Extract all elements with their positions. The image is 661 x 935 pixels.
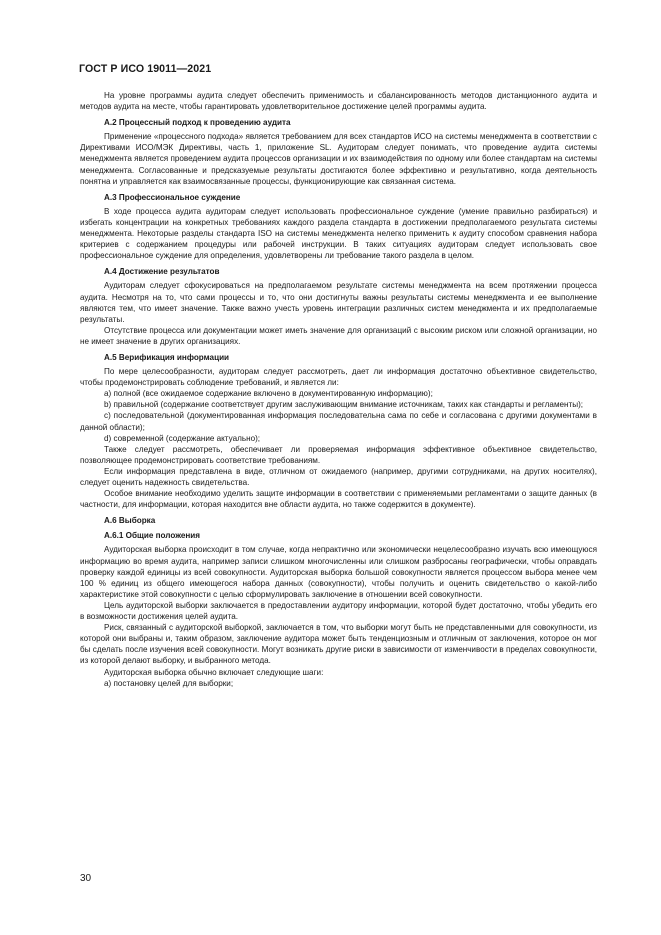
section-heading-a5: А.5 Верификация информации xyxy=(104,352,230,362)
list-item: b) правильной (содержание соответствует другим заслуживающим внимание источникам, таких как стандарты и регламенты); xyxy=(104,400,584,410)
paragraph: Отсутствие процесса или документации может иметь значение для организаций с высоким риском или сложной организации, но не имеет значение в других организациях. xyxy=(80,325,597,346)
section-heading-a2: А.2 Процессный подход к проведению аудита xyxy=(104,118,291,128)
page-number: 30 xyxy=(80,873,92,884)
paragraph: Риск, связанный с аудиторской выборкой, заключается в том, что выборки могут быть не представленными для совокупности, из которой они выбраны и, таким образом, заключение аудитора может быть тенденциозным и отличным от заключения, которое он мог бы сделать после изучения всей совокупности. Могут возникать другие риски в зависимости от изменчивости в пределах совокупности, из которой делают выборку, и выбранного метода. xyxy=(80,623,597,666)
paragraph: Если информация представлена в виде, отличном от ожидаемого (например, другими сотрудниками, на других носителях), следует оценить надежность свидетельства. xyxy=(80,466,597,487)
paragraph: Также следует рассмотреть, обеспечивает ли проверяемая информация эффективное объективное свидетельство, позволяющее продемонстрировать соответствие требованиям. xyxy=(80,444,597,465)
paragraph: Аудиторам следует сфокусироваться на предполагаемом результате системы менеджмента на всем протяжении процесса аудита. Несмотря на то, что сами процессы и то, что они достигнуты важны результаты системы менеджмента и ее выполнение являются тем, что имеет значение. Также важно учесть уровень интеграции различных систем менеджмента и их предполагаемые результаты. xyxy=(80,281,597,324)
paragraph: В ходе процесса аудита аудиторам следует использовать профессиональное суждение (умение правильно разбираться) и избегать концентрации на конкретных требованиях каждого раздела стандарта в достижении предполагаемого результата системы менеджмента. Некоторые разделы стандарта ISO на системы менеджмента нелегко применить к аудиту способом сравнения набора критериев с содержанием процедуры или рабочей инструкции. В таких ситуациях аудиторам следует использовать свое профессиональное суждение для определения, удовлетворены ли требование такого раздела в целом. xyxy=(80,206,597,261)
paragraph: Аудиторская выборка обычно включает следующие шаги: xyxy=(104,667,324,677)
paragraph: Цель аудиторской выборки заключается в предоставлении аудитору информации, которой будет достаточно, чтобы убедить его в возможности достижения целей аудита. xyxy=(80,600,597,622)
paragraph: Применение «процессного подхода» является требованием для всех стандартов ИСО на системы менеджмента в соответствии с Директивами ИСО/МЭК Директивы, часть 1, приложение SL. Аудиторам следует понимать, что проведение аудита системы менеджмента является проведением аудита процессов организации и их взаимодействия по одному или более стандартам на системы менеджмента. Согласованные и предсказуемые результаты достигаются более эффективно и результативно, когда деятельность понятна и управляется как взаимосвязанные процессы, функционирующие как связанная система. xyxy=(80,132,597,186)
list-item: а) полной (все ожидаемое содержание включено в документированную информацию); xyxy=(104,389,433,399)
document-body xyxy=(80,90,597,689)
standard-header: ГОСТ Р ИСО 19011—2021 xyxy=(79,63,212,75)
section-heading-a4: А.4 Достижение результатов xyxy=(104,267,220,277)
subsection-heading-a61: А.6.1 Общие положения xyxy=(104,531,201,541)
paragraph: На уровне программы аудита следует обеспечить применимость и сбалансированность методов дистанционного аудита и методов аудита на месте, чтобы гарантировать удовлетворительное достижение целей программы аудита. xyxy=(80,91,597,112)
list-item: а) постановку целей для выборки; xyxy=(104,678,234,688)
list-item: d) современной (содержание актуально); xyxy=(104,433,261,443)
paragraph: По мере целесообразности, аудиторам следует рассмотреть, дает ли информация достаточно объективное свидетельство, чтобы продемонстрировать соблюдение требований, и является ли: xyxy=(80,367,597,388)
section-heading-a3: А.3 Профессиональное суждение xyxy=(104,192,241,202)
section-heading-a6: А.6 Выборка xyxy=(104,516,156,526)
list-item: с) последовательной (документированная информация последовательна сама по себе и согласована с другими документами в данной области); xyxy=(80,411,597,432)
paragraph: Особое внимание необходимо уделить защите информации в соответствии с применяемыми регламентами о защите данных (в частности, для информации, которая находится вне области аудита, но также содержится в документе). xyxy=(80,489,597,510)
paragraph: Аудиторская выборка происходит в том случае, когда непрактично или экономически нецелесообразно изучать всю имеющуюся информацию во время аудита, например записи слишком многочисленны или слишком разбросаны географически, чтобы оправдать проверку каждой единицы из всей совокупности. Аудиторская выборка большой совокупности является процессом выбора менее чем 100 % единиц из общего имеющегося набора данных (совокупности), чтобы получить и оценить свидетельство о какой-либо характеристике этой совокупности с целью сформулировать заключение в отношении всей совокупности. xyxy=(80,545,597,599)
